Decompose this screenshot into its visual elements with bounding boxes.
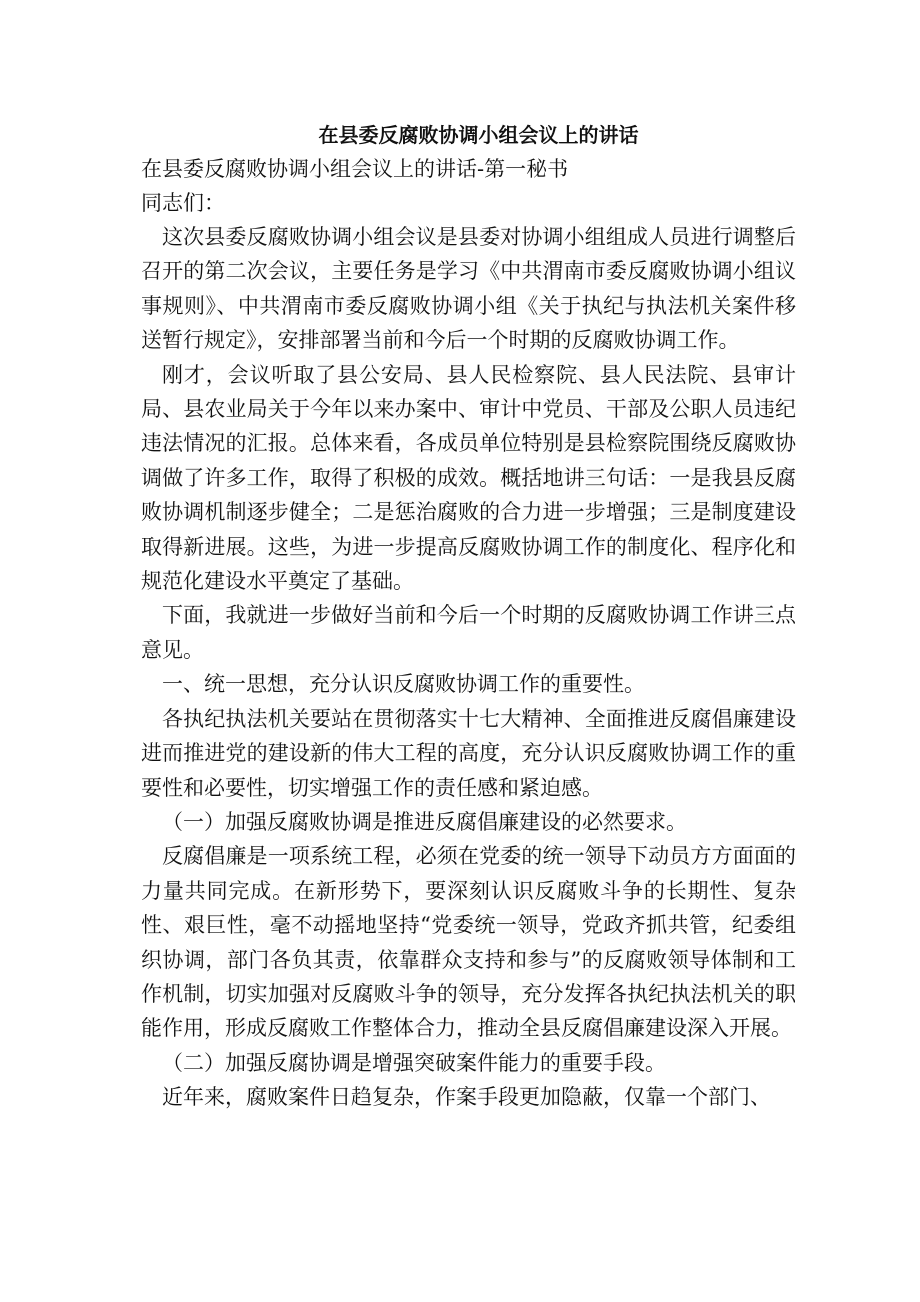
salutation: 同志们： (141, 191, 225, 215)
subsection-paragraph-2: 近年来，腐败案件日趋复杂，作案手段更加隐蔽，仅靠一个部门、 (162, 1085, 771, 1110)
paragraph-summary: 刚才，会议听取了县公安局、县人民检察院、县人民法院、县审计局、县农业局关于今年以来办案中、审计中党员、干部及公职人员违纪违法情况的汇报。总体来看，各成员单位特别是县检察院围绕反腐败协调做了许多工作，取得了积极的成效。概括地讲三句话：一是我县反腐败协调机制逐步健全；二是惩治腐败的合力进一步增强；三是制度建设取得新进展。这些，为进一步提高反腐败协调工作的制度化、程序化和规范化建设水平奠定了基础。 (141, 362, 796, 594)
document-subtitle: 在县委反腐败协调小组会议上的讲话-第一秘书 (141, 157, 569, 181)
paragraph-transition: 下面，我就进一步做好当前和今后一个时期的反腐败协调工作讲三点意见。 (141, 603, 796, 662)
paragraph-intro: 这次县委反腐败协调小组会议是县委对协调小组组成人员进行调整后召开的第二次会议，主要任务是学习《中共渭南市委反腐败协调小组议事规则》、中共渭南市委反腐败协调小组《关于执纪与执法机关案件移送暂行规定》，安排部署当前和今后一个时期的反腐败协调工作。 (141, 225, 796, 353)
document-page (141, 118, 796, 1115)
subsection-heading-1: （一）加强反腐败协调是推进反腐倡廉建设的必然要求。 (162, 809, 687, 834)
subsection-heading-2: （二）加强反腐协调是增强突破案件能力的重要手段。 (162, 1050, 666, 1075)
section-paragraph-1: 各执纪执法机关要站在贯彻落实十七大精神、全面推进反腐倡廉建设进而推进党的建设新的伟大工程的高度，充分认识反腐败协调工作的重要性和必要性，切实增强工作的责任感和紧迫感。 (141, 706, 796, 800)
section-heading-1: 一、统一思想，充分认识反腐败协调工作的重要性。 (162, 672, 645, 697)
subsection-paragraph-1: 反腐倡廉是一项系统工程，必须在党委的统一领导下动员方方面面的力量共同完成。在新形势下，要深刻认识反腐败斗争的长期性、复杂性、艰巨性，毫不动摇地坚持“党委统一领导，党政齐抓共管，纪委组织协调，部门各负其责，依靠群众支持和参与”的反腐败领导体制和工作机制，切实加强对反腐败斗争的领导，充分发挥各执纪执法机关的职能作用，形成反腐败工作整体合力，推动全县反腐倡廉建设深入开展。 (141, 844, 796, 1041)
document-title: 在县委反腐败协调小组会议上的讲话 (318, 123, 639, 147)
